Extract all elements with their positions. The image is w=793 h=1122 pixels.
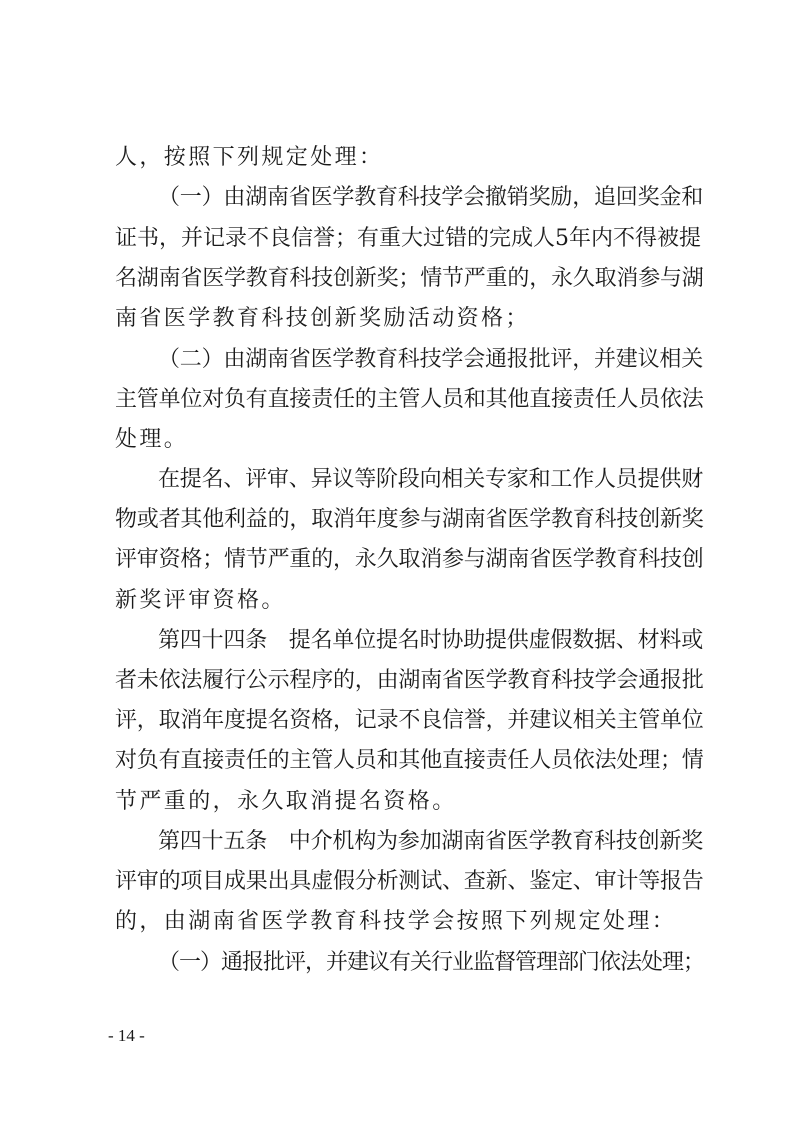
body-text-line: 主管单位对负有直接责任的主管人员和其他直接责任人员依法 — [115, 387, 704, 412]
body-text-line: 证书，并记录不良信誉；有重大过错的完成人5年内不得被提 — [115, 226, 701, 251]
body-text-line: 的，由湖南省医学教育科技学会按照下列规定处理： — [115, 909, 677, 934]
article-45-heading-line: 第四十五条 中介机构为参加湖南省医学教育科技创新奖 — [158, 829, 704, 854]
body-text-line: 人，按照下列规定处理： — [115, 145, 384, 170]
body-text-line: 物或者其他利益的，取消年度参与湖南省医学教育科技创新奖 — [115, 507, 704, 532]
body-text-line: 对负有直接责任的主管人员和其他直接责任人员依法处理；情 — [115, 748, 704, 773]
article-44-heading-line: 第四十四条 提名单位提名时协助提供虚假数据、材料或 — [158, 628, 704, 653]
body-text-line: 者未依法履行公示程序的，由湖南省医学教育科技学会通报批 — [115, 668, 704, 693]
body-text-line: （二）由湖南省医学教育科技学会通报批评，并建议相关 — [158, 347, 704, 372]
page-number: - 14 - — [108, 1026, 145, 1045]
body-text-line: 评审的项目成果出具虚假分析测试、查新、鉴定、审计等报告 — [115, 869, 704, 894]
body-text-line: 新奖评审资格。 — [115, 588, 286, 613]
body-text-line: 处理。 — [115, 427, 189, 452]
body-text-line: （一）通报批评，并建议有关行业监督管理部门依法处理； — [158, 950, 705, 975]
body-text-line: 节严重的，永久取消提名资格。 — [115, 789, 457, 814]
body-text-line: 在提名、评审、异议等阶段向相关专家和工作人员提供财 — [158, 467, 704, 492]
body-text-line: 评审资格；情节严重的，永久取消参与湖南省医学教育科技创 — [115, 547, 704, 572]
body-text-line: （一）由湖南省医学教育科技学会撤销奖励，追回奖金和 — [158, 185, 704, 210]
body-text-line: 名湖南省医学教育科技创新奖；情节严重的，永久取消参与湖 — [115, 266, 704, 291]
body-text-line: 评，取消年度提名资格，记录不良信誉，并建议相关主管单位 — [115, 708, 704, 733]
body-text-line: 南省医学教育科技创新奖励活动资格； — [115, 306, 530, 331]
